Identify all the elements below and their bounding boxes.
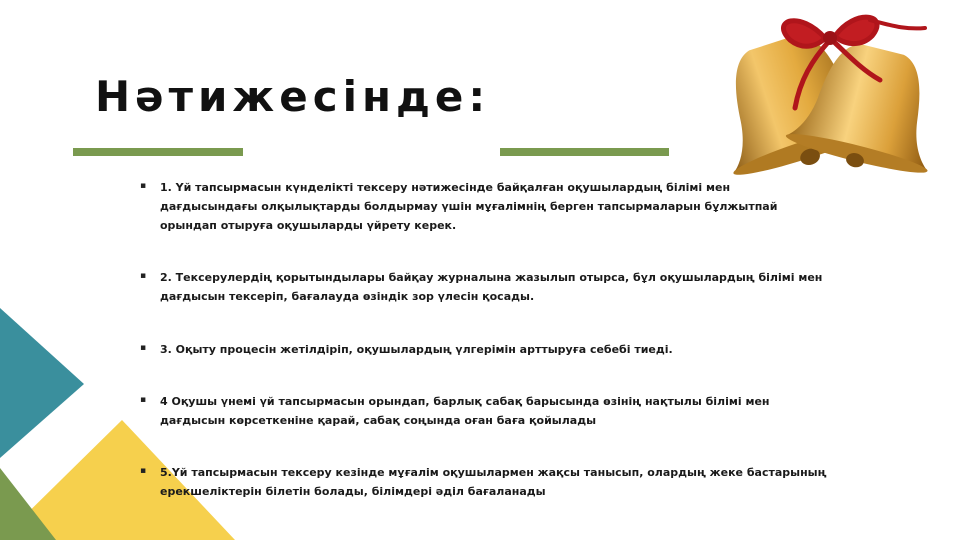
bullet-icon: ▪ xyxy=(140,343,147,353)
title-rule-right xyxy=(500,148,669,156)
list-item xyxy=(140,340,830,359)
title-rule-left xyxy=(73,148,243,156)
list-item xyxy=(140,463,830,501)
bullet-icon: ▪ xyxy=(140,271,147,281)
bullet-text: 2. Тексерулердің қорытындылары байқау журналына жазылып отырса, бұл оқушылардың білімі мен дағдысын тексеріп, бағалауда өзіндік зор үлесін қосады. xyxy=(160,271,823,303)
bullet-icon: ▪ xyxy=(140,466,147,476)
bullet-text: 5.Үй тапсырмасын тексеру кезінде мұғалім оқушылармен жақсы танысып, олардың жеке бастарының ерекшеліктерін білетін болады, білімдері әділ бағаланады xyxy=(160,466,827,498)
list-item xyxy=(140,178,830,235)
bullet-text: 3. Оқыту процесін жетілдіріп, оқушылардың үлгерімін арттыруға себебі тиеді. xyxy=(160,343,673,356)
list-item xyxy=(140,268,830,306)
bullet-text: 1. Үй тапсырмасын күнделікті тексеру нәтижесінде байқалған оқушылардың білімі мен дағдысындағы олқылықтарды болдырмау үшін мұғалімнің берген тапсырмаларын бұлжытпай орындап отыруға оқушыларды үйрету керек. xyxy=(160,181,778,232)
bullet-text: 4 Оқушы үнемі үй тапсырмасын орындап, барлық сабақ барысында өзінің нақтылы білімі мен дағдысын көрсеткеніне қарай, сабақ соңында оған баға қойылады xyxy=(160,395,770,427)
bullet-icon: ▪ xyxy=(140,181,147,191)
slide-title: Нәтижесінде: xyxy=(95,72,491,121)
list-item xyxy=(140,392,830,430)
bullet-icon: ▪ xyxy=(140,395,147,405)
